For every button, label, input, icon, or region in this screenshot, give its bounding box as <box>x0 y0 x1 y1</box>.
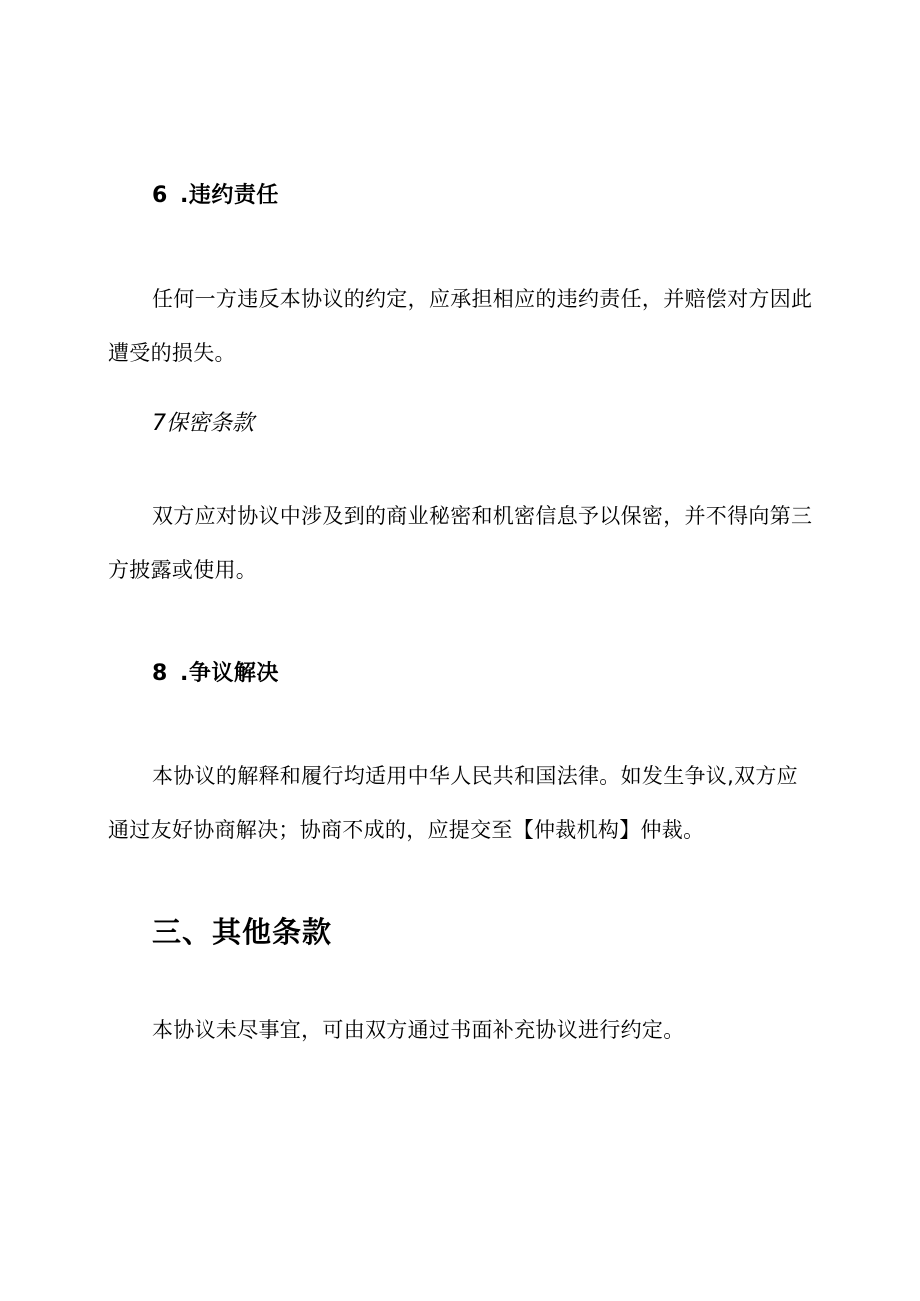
clause-8-body: 本协议的解释和履行均适用中华人民共和国法律。如发生争议,双方应通过友好协商解决；协商不成的，应提交至【仲裁机构】仲裁。 <box>108 764 798 842</box>
clause-8-title: .争议解决 <box>180 661 279 686</box>
clause-8-heading <box>152 656 279 687</box>
clause-6-number: 6 <box>152 183 168 208</box>
section-3-title: 三、其他条款 <box>152 915 333 949</box>
clause-6-heading <box>152 178 279 209</box>
clause-7-body: 双方应对协议中涉及到的商业秘密和机密信息予以保密，并不得向第三方披露或使用。 <box>108 504 813 582</box>
clause-6-body: 任何一方违反本协议的约定，应承担相应的违约责任，并赔偿对方因此遭受的损失。 <box>108 287 813 365</box>
section-3-body: 本协议未尽事宜，可由双方通过书面补充协议进行约定。 <box>152 1018 685 1042</box>
clause-8-number: 8 <box>152 661 168 686</box>
clause-6-title: .违约责任 <box>180 183 279 208</box>
clause-7-heading: 7保密条款 <box>152 411 254 436</box>
